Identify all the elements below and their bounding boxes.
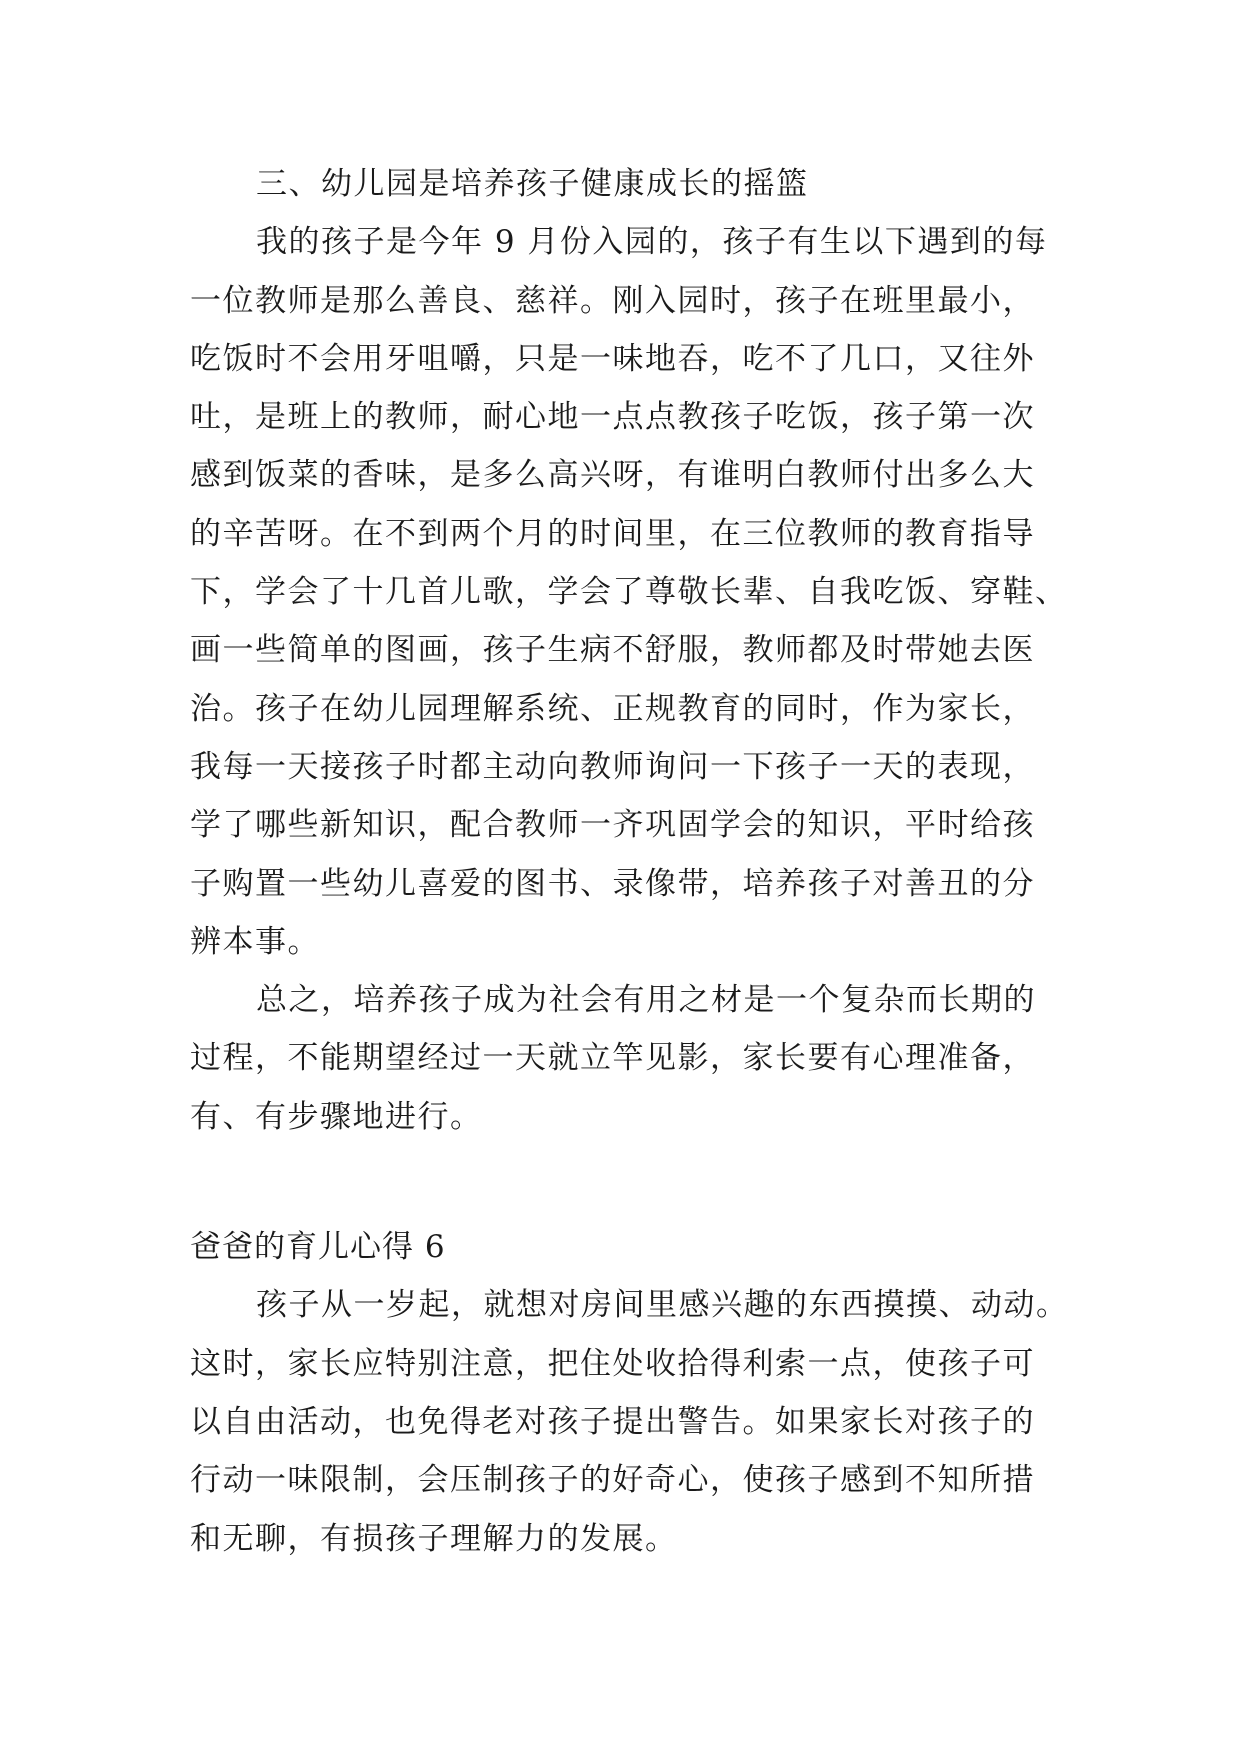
paragraph-line: 子购置一些幼儿喜爱的图书、录像带，培养孩子对善丑的分: [190, 865, 1035, 902]
paragraph-line: 辨本事。: [190, 923, 320, 960]
paragraph-line: 过程，不能期望经过一天就立竿见影，家长要有心理准备，: [190, 1040, 1035, 1077]
document-body: [190, 155, 1069, 1568]
paragraph-line: 吃饭时不会用牙咀嚼，只是一味地吞，吃不了几口，又往外: [190, 340, 1035, 377]
paragraph-line: 一位教师是那么善良、慈祥。刚入园时，孩子在班里最小，: [190, 282, 1035, 319]
paragraph-line: 总之，培养孩子成为社会有用之材是一个复杂而长期的: [256, 982, 1036, 1019]
paragraph-line: 有、有步骤地进行。: [190, 1098, 483, 1135]
summary-paragraph: [190, 971, 1062, 1146]
section-paragraph: [190, 213, 1068, 971]
section-spacer: [190, 1146, 1062, 1218]
paragraph-line: 的辛苦呀。在不到两个月的时间里，在三位教师的教育指导: [190, 515, 1035, 552]
paragraph-line: 学了哪些新知识，配合教师一齐巩固学会的知识，平时给孩: [190, 807, 1035, 844]
paragraph-line: 和无聊，有损孩子理解力的发展。: [190, 1520, 678, 1557]
section-heading: 三、幼儿园是培养孩子健康成长的摇篮: [256, 166, 809, 202]
paragraph-line: 感到饭菜的香味，是多么高兴呀，有谁明白教师付出多么大: [190, 457, 1035, 494]
paragraph-line: 治。孩子在幼儿园理解系统、正规教育的同时，作为家长，: [190, 690, 1035, 727]
paragraph-line: 孩子从一岁起，就想对房间里感兴趣的东西摸摸、动动。: [256, 1287, 1069, 1324]
paragraph-line: 这时，家长应特别注意，把住处收拾得利索一点，使孩子可: [190, 1345, 1035, 1382]
paragraph-line: 我的孩子是今年 9 月份入园的，孩子有生以下遇到的每: [256, 224, 1048, 261]
paragraph-line: 下，学会了十几首儿歌，学会了尊敬长辈、自我吃饭、穿鞋、: [190, 574, 1068, 611]
paragraph-line: 我每一天接孩子时都主动向教师询问一下孩子一天的表现，: [190, 748, 1035, 785]
paragraph-line: 行动一味限制，会压制孩子的好奇心，使孩子感到不知所措: [190, 1462, 1035, 1499]
article-paragraph: [190, 1276, 1069, 1567]
paragraph-line: 吐，是班上的教师，耐心地一点点教孩子吃饭，孩子第一次: [190, 399, 1035, 436]
article-title: 爸爸的育儿心得 6: [190, 1229, 446, 1266]
paragraph-line: 以自由活动，也免得老对孩子提出警告。如果家长对孩子的: [190, 1403, 1035, 1440]
paragraph-line: 画一些简单的图画，孩子生病不舒服，教师都及时带她去医: [190, 632, 1035, 669]
